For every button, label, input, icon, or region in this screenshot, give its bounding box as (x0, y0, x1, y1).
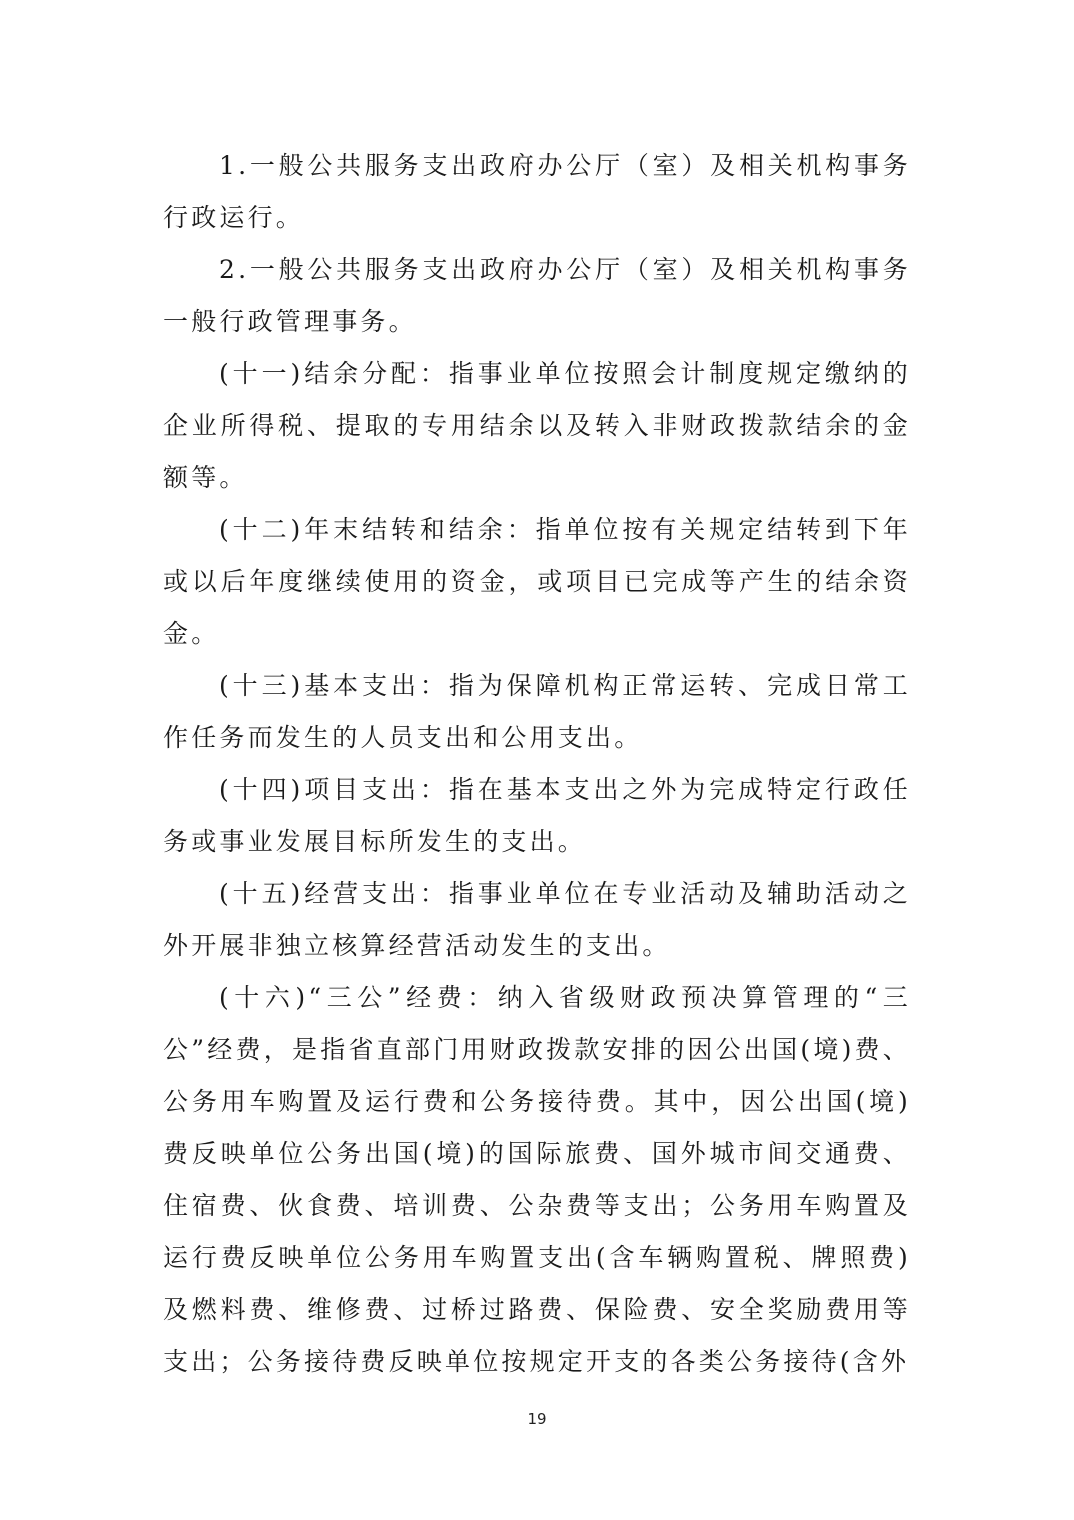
paragraph-item-1: 1.一般公共服务支出政府办公厅（室）及相关机构事务行政运行。 (163, 151, 911, 232)
paragraph-year-end-carryover: (十二)年末结转和结余：指单位按有关规定结转到下年或以后年度继续使用的资金，或项目已完成等产生的结余资金。 (163, 515, 911, 648)
page-number: 19 (527, 1410, 547, 1428)
paragraph-three-public-expenses: (十六)“三公”经费：纳入省级财政预决算管理的“三公”经费，是指省直部门用财政拨款安排的因公出国(境)费、公务用车购置及运行费和公务接待费。其中，因公出国(境)费反映单位公务出国(境)的国际旅费、国外城市间交通费、住宿费、伙食费、培训费、公杂费等支出；公务用车购置及运行费反映单位公务用车购置支出(含车辆购置税、牌照费)及燃料费、维修费、过桥过路费、保险费、安全奖励费用等支出；公务接待费反映单位按规定开支的各类公务接待(含外 (163, 983, 911, 1376)
document-body (163, 140, 911, 1388)
paragraph-surplus-distribution: (十一)结余分配：指事业单位按照会计制度规定缴纳的企业所得税、提取的专用结余以及转入非财政拨款结余的金额等。 (163, 359, 911, 492)
paragraph-item-2: 2.一般公共服务支出政府办公厅（室）及相关机构事务一般行政管理事务。 (163, 255, 911, 336)
paragraph-operating-expenditure: (十五)经营支出：指事业单位在专业活动及辅助活动之外开展非独立核算经营活动发生的支出。 (163, 879, 911, 960)
paragraph-basic-expenditure: (十三)基本支出：指为保障机构正常运转、完成日常工作任务而发生的人员支出和公用支出。 (163, 671, 911, 752)
paragraph-project-expenditure: (十四)项目支出：指在基本支出之外为完成特定行政任务或事业发展目标所发生的支出。 (163, 775, 911, 856)
